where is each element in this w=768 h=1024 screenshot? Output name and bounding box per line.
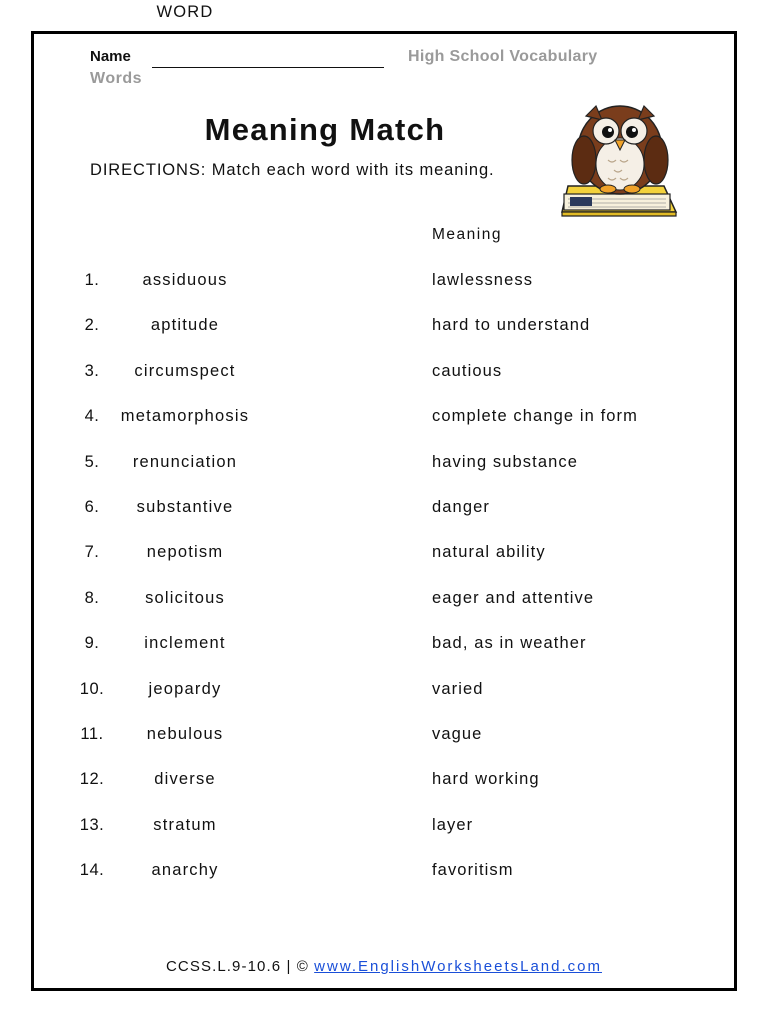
name-input-line[interactable] xyxy=(152,67,384,68)
vocab-word: assiduous xyxy=(142,271,228,289)
list-item xyxy=(0,495,768,540)
vocab-word: inclement xyxy=(144,634,226,653)
item-number: 6. xyxy=(84,497,100,516)
item-number: 2. xyxy=(84,316,100,335)
vocab-word: diverse xyxy=(154,770,216,789)
vocab-word: metamorphosis xyxy=(120,407,250,426)
page-title: Meaning Match xyxy=(204,112,446,147)
website-link[interactable]: www.EnglishWorksheetsLand.com xyxy=(314,958,602,975)
meaning-text: bad, as in weather xyxy=(432,634,587,653)
item-number: 10. xyxy=(79,679,105,698)
vocab-word: circumspect xyxy=(134,361,236,380)
vocab-word: renunciation xyxy=(132,452,238,471)
subject-heading-cont: Words xyxy=(90,70,142,87)
meaning-text: complete change in form xyxy=(432,407,638,426)
item-number: 9. xyxy=(84,634,100,653)
list-item xyxy=(0,450,768,495)
vocabulary-list xyxy=(0,268,768,903)
vocab-word: solicitous xyxy=(145,588,225,607)
item-number: 1. xyxy=(84,271,100,289)
item-number: 5. xyxy=(84,452,100,471)
item-number: 7. xyxy=(84,543,100,562)
list-item xyxy=(0,359,768,404)
list-item xyxy=(0,767,768,812)
list-item xyxy=(0,677,768,722)
vocab-word: stratum xyxy=(153,815,217,834)
vocab-word: nebulous xyxy=(146,724,224,743)
list-item xyxy=(0,540,768,585)
footer xyxy=(0,958,768,975)
standard-code: CCSS.L.9-10.6 | © xyxy=(166,958,309,975)
list-item xyxy=(0,631,768,676)
meaning-text: favoritism xyxy=(432,861,514,880)
list-item xyxy=(0,813,768,858)
vocab-word: aptitude xyxy=(150,316,220,335)
item-number: 8. xyxy=(84,588,100,607)
item-number: 4. xyxy=(84,407,100,426)
list-item xyxy=(0,404,768,449)
vocab-word: anarchy xyxy=(151,861,219,880)
item-number: 12. xyxy=(79,770,105,789)
item-number: 3. xyxy=(84,361,100,380)
meaning-text: varied xyxy=(432,679,484,698)
list-item xyxy=(0,858,768,903)
meaning-column-header: Meaning xyxy=(432,226,502,243)
meaning-text: vague xyxy=(432,724,483,743)
meaning-text: lawlessness xyxy=(432,271,534,289)
vocab-word: jeopardy xyxy=(148,679,222,698)
list-item xyxy=(0,722,768,767)
meaning-text: natural ability xyxy=(432,543,546,562)
name-label: Name xyxy=(90,48,131,65)
meaning-text: hard to understand xyxy=(432,316,591,335)
list-item xyxy=(0,586,768,631)
meaning-text: cautious xyxy=(432,361,503,380)
meaning-text: having substance xyxy=(432,452,579,471)
subject-heading: High School Vocabulary xyxy=(408,48,598,65)
meaning-text: danger xyxy=(432,497,490,516)
list-item xyxy=(0,313,768,358)
directions-text: DIRECTIONS: Match each word with its meaning. xyxy=(90,161,495,179)
item-number: 14. xyxy=(79,861,105,880)
meaning-text: layer xyxy=(432,815,474,834)
meaning-text: hard working xyxy=(432,770,540,789)
word-column-header: WORD xyxy=(156,3,214,21)
vocab-word: nepotism xyxy=(146,543,224,562)
owl-on-book-icon xyxy=(558,98,682,220)
item-number: 13. xyxy=(79,815,105,834)
list-item xyxy=(0,268,768,313)
vocab-word: substantive xyxy=(136,497,234,516)
item-number: 11. xyxy=(80,724,104,743)
meaning-text: eager and attentive xyxy=(432,588,595,607)
